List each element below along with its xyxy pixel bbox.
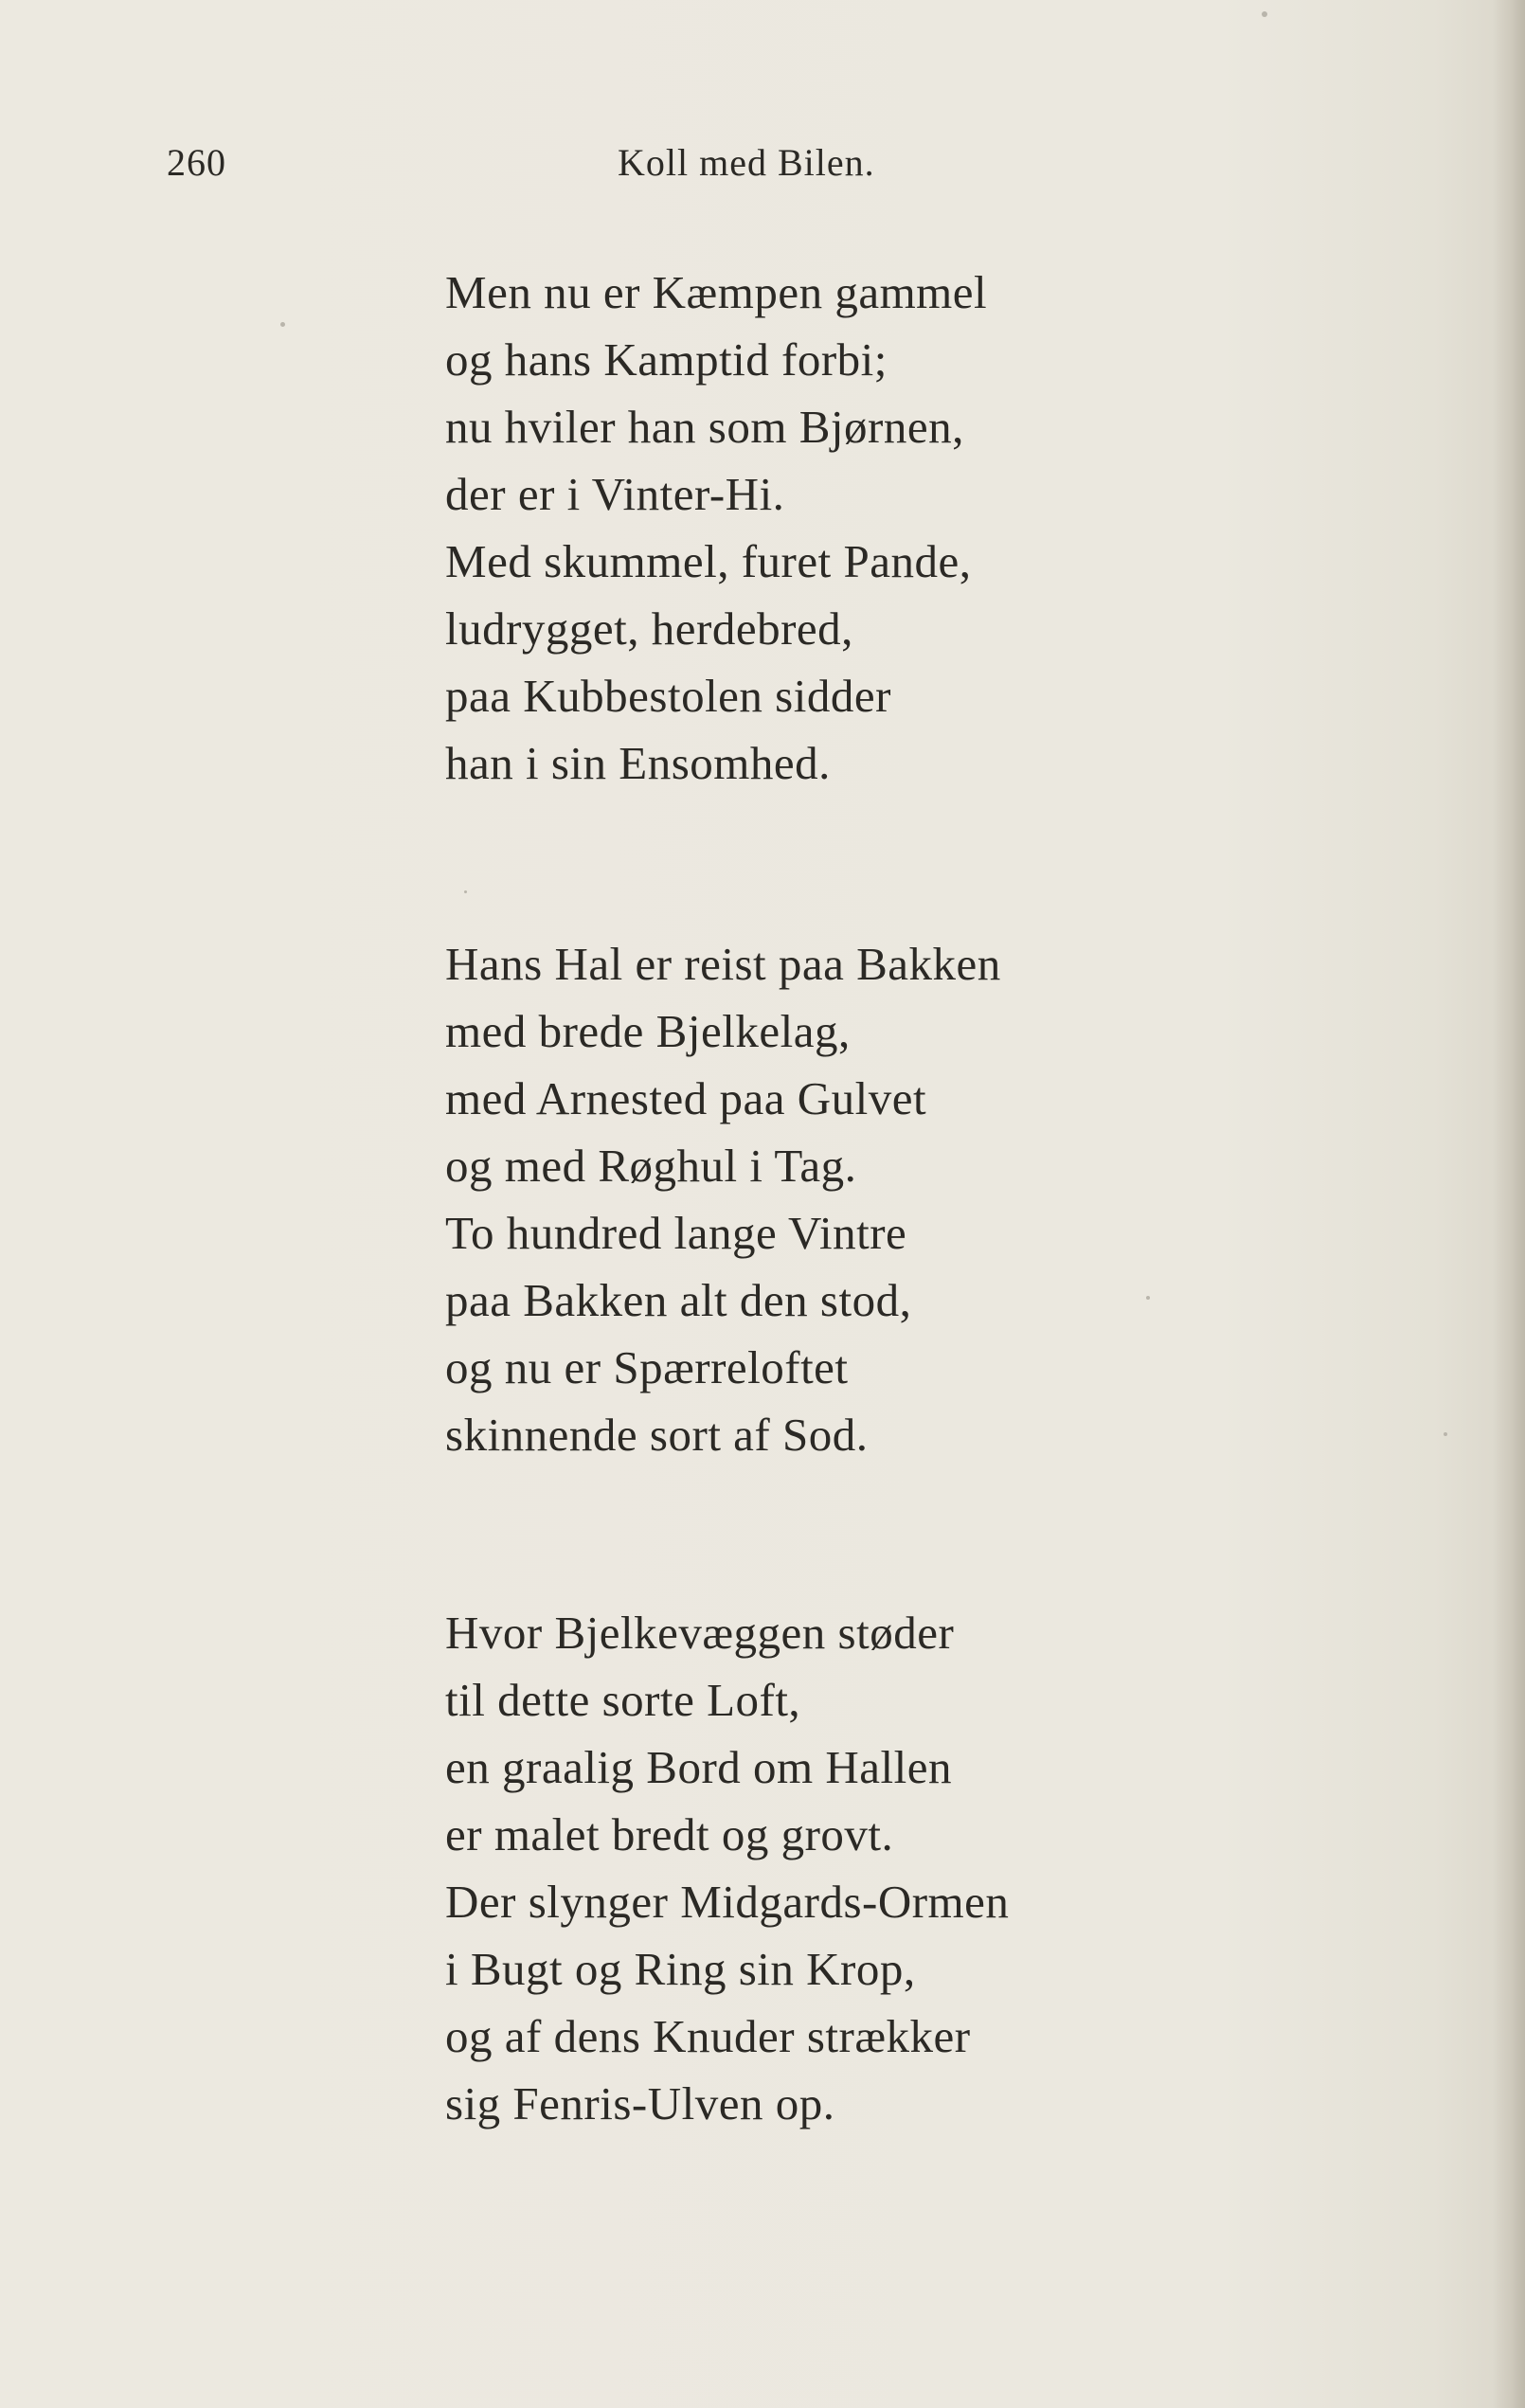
stanza-3 [445,1599,1392,2137]
poem-line: ludrygget, herdebred, [445,602,853,655]
poem-line: til dette sorte Loft, [445,1674,801,1726]
poem-line: og af dens Knuder strækker [445,2010,971,2062]
paper-speck [1444,1432,1447,1436]
poem-line: nu hviler han som Bjørnen, [445,401,964,453]
poem-line: og hans Kamptid forbi; [445,333,888,386]
page-number: 260 [167,141,226,184]
poem-line: To hundred lange Vintre [445,1207,907,1259]
page-edge-shadow [1493,0,1525,2408]
poem-line: sig Fenris-Ulven op. [445,2077,835,2129]
poem-line: en graalig Bord om Hallen [445,1741,953,1793]
paper-speck [1146,1296,1150,1300]
poem-line: han i sin Ensomhed. [445,737,831,789]
paper-speck [464,890,467,893]
poem-line: med Arnested paa Gulvet [445,1072,927,1124]
poem-line: paa Kubbestolen sidder [445,670,891,722]
poem-line: der er i Vinter-Hi. [445,468,785,520]
poem-line: Hans Hal er reist paa Bakken [445,938,1001,990]
poem-line: skinnende sort af Sod. [445,1409,869,1461]
stanza-1 [445,259,1392,797]
paper-speck [1262,11,1267,17]
poem-line: Der slynger Midgards-Ormen [445,1876,1010,1928]
poem-line: med brede Bjelkelag, [445,1005,851,1057]
poem-line: er malet bredt og grovt. [445,1808,894,1860]
running-title: Koll med Bilen. [618,141,875,184]
stanza-2 [445,930,1392,1468]
poem-line: Men nu er Kæmpen gammel [445,266,988,318]
running-header [0,140,1525,197]
poem-line: Med skummel, furet Pande, [445,535,972,587]
poem-line: paa Bakken alt den stod, [445,1274,912,1326]
poem-line: og nu er Spærreloftet [445,1341,849,1393]
paper-speck [280,322,285,327]
poem-line: Hvor Bjelkevæggen støder [445,1607,955,1659]
poem-line: og med Røghul i Tag. [445,1140,857,1192]
poem-line: i Bugt og Ring sin Krop, [445,1943,916,1995]
